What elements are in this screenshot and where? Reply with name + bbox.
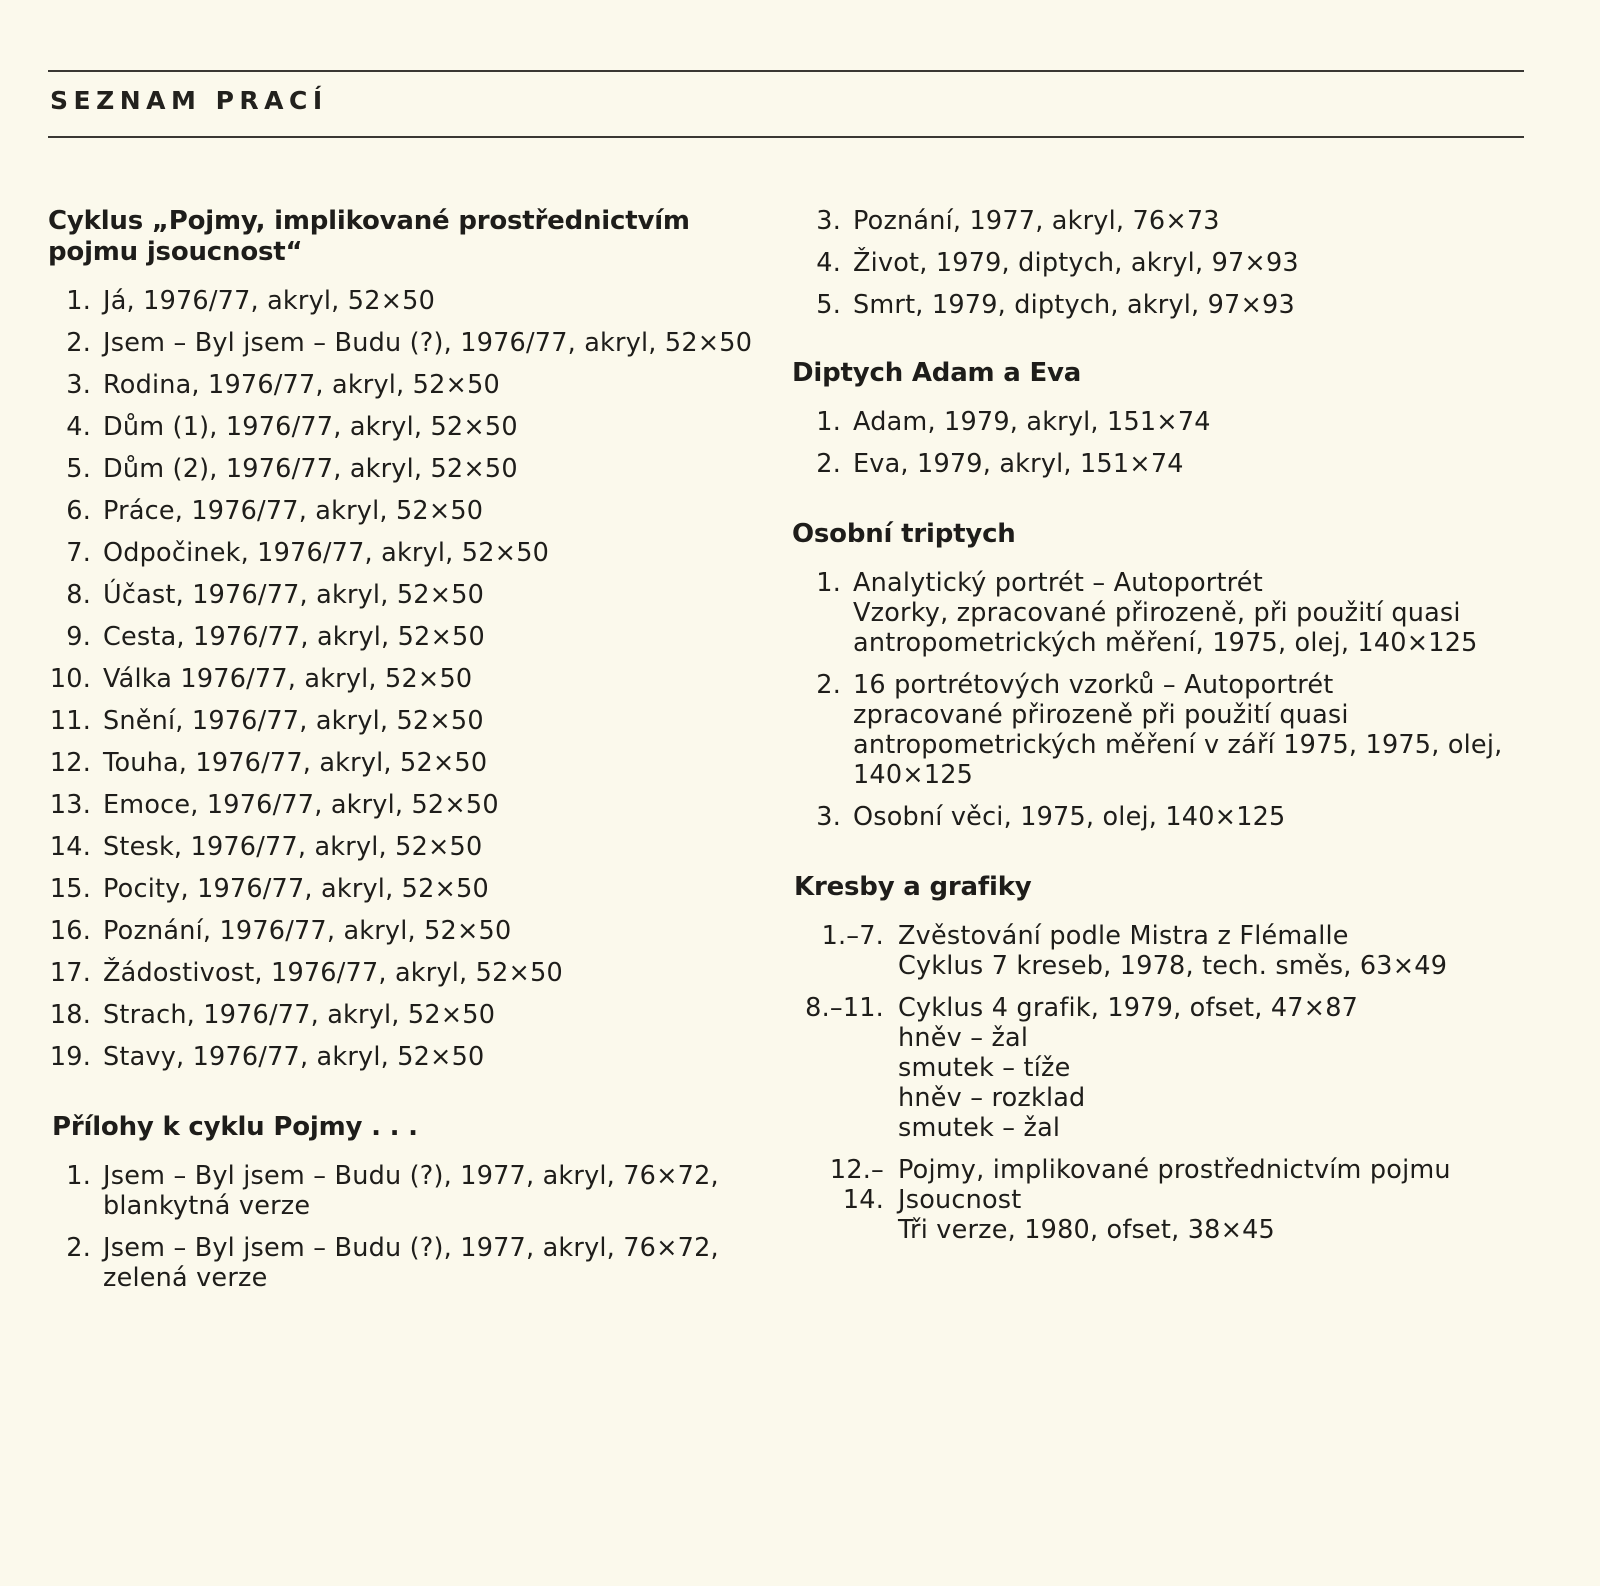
section-heading-prilohy: Přílohy k cyklu Pojmy . . .	[52, 1112, 418, 1142]
list-item: 5. Smrt, 1979, diptych, akryl, 97×93	[816, 290, 1295, 320]
list-item: 11. Snění, 1976/77, akryl, 52×50	[49, 706, 484, 736]
page-title: SEZNAM PRACÍ	[50, 86, 328, 115]
list-item: 1.–7. Zvěstování podle Mistra z Flémalle Cyklus 7 kreseb, 1978, tech. směs, 63×49	[821, 921, 1448, 981]
list-item: 14. Stesk, 1976/77, akryl, 52×50	[49, 832, 483, 862]
section-triptych	[792, 519, 1526, 832]
list-item: 15. Pocity, 1976/77, akryl, 52×50	[49, 874, 489, 904]
list-item: 10. Válka 1976/77, akryl, 52×50	[49, 664, 473, 694]
list-item: 7. Odpočinek, 1976/77, akryl, 52×50	[66, 538, 550, 568]
list-item: 3. Rodina, 1976/77, akryl, 52×50	[66, 370, 500, 400]
section-cyklus	[48, 206, 788, 1072]
section-prilohy	[48, 1112, 788, 1293]
list-item: 1. Jsem – Byl jsem – Budu (?), 1977, akryl, 76×72, blankytná verze	[66, 1161, 719, 1221]
list-item: 2. Jsem – Byl jsem – Budu (?), 1976/77, akryl, 52×50	[66, 328, 753, 358]
list-item: 4. Život, 1979, diptych, akryl, 97×93	[816, 248, 1299, 278]
list-item: 2. 16 portrétových vzorků – Autoportrét zpracované přirozeně při použití quasi antropometrických měření v září 1975, 1975, olej, 140×125	[816, 670, 1503, 790]
list-triptych	[806, 568, 1526, 832]
section-heading-diptych: Diptych Adam a Eva	[792, 358, 1082, 388]
list-item: 2. Jsem – Byl jsem – Budu (?), 1977, akryl, 76×72, zelená verze	[66, 1233, 719, 1293]
list-item: 6. Práce, 1976/77, akryl, 52×50	[66, 496, 484, 526]
list-kresby	[792, 921, 1526, 1245]
list-item: 17. Žádostivost, 1976/77, akryl, 52×50	[49, 958, 563, 988]
list-item: 12. Touha, 1976/77, akryl, 52×50	[49, 748, 488, 778]
list-item: 9. Cesta, 1976/77, akryl, 52×50	[66, 622, 485, 652]
list-prilohy	[48, 1161, 788, 1293]
list-item: 3. Poznání, 1977, akryl, 76×73	[816, 206, 1220, 236]
section-diptych	[792, 358, 1526, 479]
section-heading-cyklus: Cyklus „Pojmy, implikované prostřednictvím pojmu jsoucnost“	[48, 206, 690, 267]
list-item: 3. Osobní věci, 1975, olej, 140×125	[816, 802, 1286, 832]
list-item: 8. Účast, 1976/77, akryl, 52×50	[66, 580, 485, 610]
section-cyklus-continued	[806, 206, 1526, 320]
bottom-rule	[48, 136, 1524, 138]
right-column	[792, 206, 1526, 1289]
section-heading-kresby: Kresby a grafiky	[794, 872, 1032, 902]
list-item: 8.–11. Cyklus 4 grafik, 1979, ofset, 47×87 hněv – žal smutek – tíže hněv – rozklad smutek – žal	[805, 993, 1359, 1143]
list-item: 4. Dům (1), 1976/77, akryl, 52×50	[66, 412, 518, 442]
section-kresby	[794, 872, 1526, 1245]
list-item: 19. Stavy, 1976/77, akryl, 52×50	[49, 1042, 485, 1072]
section-heading-triptych: Osobní triptych	[792, 519, 1016, 549]
list-diptych	[806, 407, 1526, 479]
list-cyklus	[48, 286, 788, 1072]
list-item: 1. Já, 1976/77, akryl, 52×50	[66, 286, 436, 316]
list-cyklus-continued	[806, 206, 1526, 320]
list-item: 13. Emoce, 1976/77, akryl, 52×50	[49, 790, 499, 820]
left-column	[48, 206, 788, 1337]
list-item: 1. Adam, 1979, akryl, 151×74	[816, 407, 1211, 437]
list-item: 18. Strach, 1976/77, akryl, 52×50	[49, 1000, 496, 1030]
list-item: 16. Poznání, 1976/77, akryl, 52×50	[49, 916, 512, 946]
list-item: 1. Analytický portrét – Autoportrét Vzorky, zpracované přirozeně, při použití quasi antropometrických měření, 1975, olej, 140×125	[816, 568, 1478, 658]
list-item: 2. Eva, 1979, akryl, 151×74	[816, 449, 1184, 479]
list-item: 5. Dům (2), 1976/77, akryl, 52×50	[66, 454, 518, 484]
list-item: 12.–14. Pojmy, implikované prostřednictvím pojmu Jsoucnost Tři verze, 1980, ofset, 38×45	[829, 1155, 1451, 1245]
top-rule	[48, 70, 1524, 72]
